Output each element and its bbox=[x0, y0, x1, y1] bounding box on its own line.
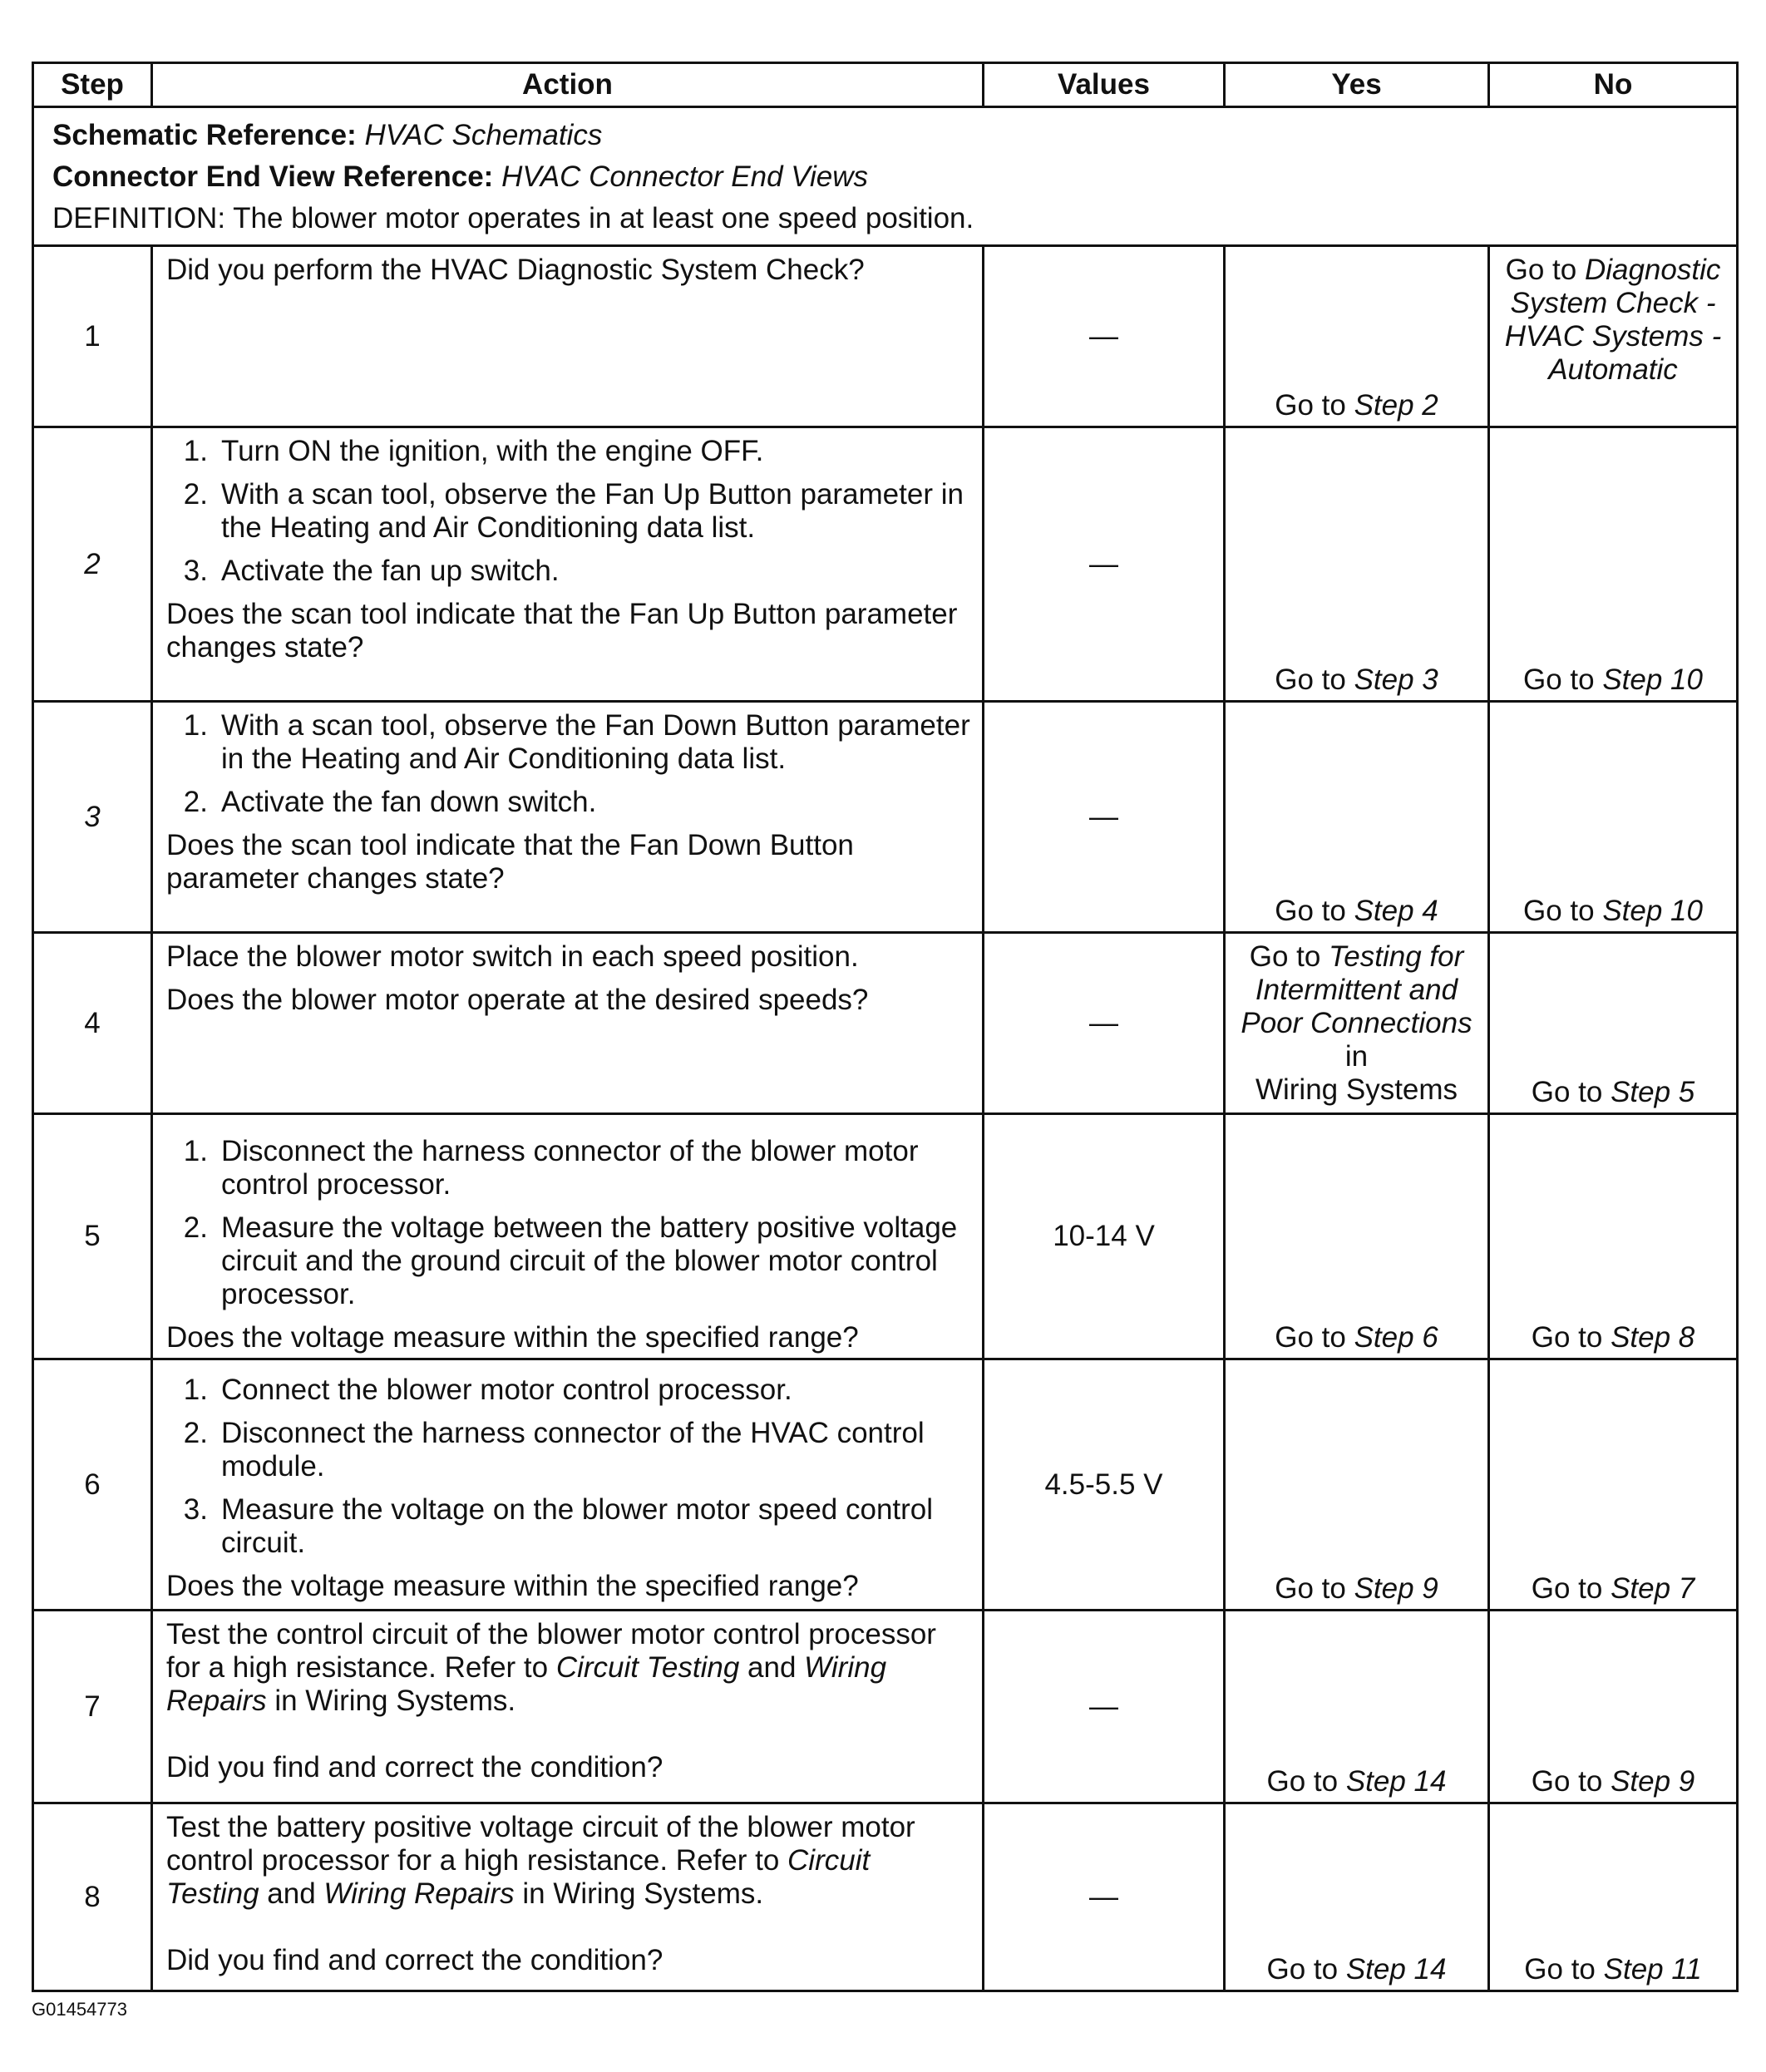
list-item bbox=[166, 478, 970, 545]
yes-link[interactable]: Step 6 bbox=[1354, 1321, 1438, 1354]
spacer bbox=[166, 1911, 970, 1944]
list-number: 2. bbox=[183, 1417, 208, 1449]
yes-cell bbox=[1225, 1359, 1489, 1611]
list-text: With a scan tool, observe the Fan Down Button parameter in the Heating and Air Conditioning data list. bbox=[221, 709, 970, 775]
yes-link[interactable]: Step 4 bbox=[1354, 895, 1438, 927]
figure-id: G01454773 bbox=[32, 1999, 127, 2020]
yes-prefix: Go to bbox=[1266, 1953, 1346, 1986]
action-text bbox=[166, 1618, 970, 1718]
list-number: 3. bbox=[183, 1493, 208, 1526]
no-link[interactable]: Step 11 bbox=[1603, 1953, 1702, 1986]
yes-link[interactable]: Step 2 bbox=[1354, 389, 1438, 422]
no-prefix: Go to bbox=[1531, 1572, 1611, 1605]
step-number: 4 bbox=[33, 933, 152, 1114]
action-cell bbox=[152, 1114, 984, 1359]
no-prefix: Go to bbox=[1531, 1321, 1611, 1354]
action-cell bbox=[152, 246, 984, 427]
table-row bbox=[33, 427, 1738, 702]
header-row bbox=[33, 63, 1738, 107]
yes-link[interactable]: Testing for Intermittent and Poor Connections bbox=[1241, 940, 1472, 1039]
no-link[interactable]: Step 9 bbox=[1611, 1765, 1695, 1798]
reference-row bbox=[33, 107, 1738, 246]
connector-reference-link[interactable]: HVAC Connector End Views bbox=[501, 160, 869, 193]
action-question: Did you find and correct the condition? bbox=[166, 1751, 663, 1783]
values-cell: — bbox=[984, 1803, 1225, 1991]
no-prefix: Go to bbox=[1523, 895, 1603, 927]
values-cell: — bbox=[984, 246, 1225, 427]
list-item bbox=[166, 1417, 970, 1483]
action-text-part: and bbox=[739, 1651, 805, 1684]
values-cell: — bbox=[984, 933, 1225, 1114]
yes-cell bbox=[1225, 427, 1489, 702]
step-number: 5 bbox=[33, 1114, 152, 1359]
no-link[interactable]: Step 7 bbox=[1611, 1572, 1695, 1605]
table-row bbox=[33, 1359, 1738, 1611]
values-cell: — bbox=[984, 427, 1225, 702]
header-values: Values bbox=[984, 63, 1225, 107]
list-item bbox=[166, 1135, 970, 1201]
table-row bbox=[33, 1803, 1738, 1991]
yes-prefix: Go to bbox=[1275, 1572, 1354, 1605]
definition-text: DEFINITION: The blower motor operates in at least one speed position. bbox=[52, 202, 974, 234]
diagnostic-table bbox=[32, 62, 1739, 1992]
step-number: 1 bbox=[33, 246, 152, 427]
list-number: 1. bbox=[183, 435, 208, 467]
schematic-reference bbox=[52, 115, 1718, 156]
action-text-part: Test the battery positive voltage circuit of the blower motor control processor for a high resistance. Refer to bbox=[166, 1811, 915, 1877]
list-item bbox=[166, 1374, 970, 1407]
step-number: 6 bbox=[33, 1359, 152, 1611]
no-link[interactable]: Diagnostic System Check - HVAC Systems - Automatic bbox=[1504, 254, 1722, 386]
no-link[interactable]: Step 10 bbox=[1602, 664, 1703, 696]
table-row bbox=[33, 933, 1738, 1114]
list-number: 1. bbox=[183, 709, 208, 742]
yes-in: in bbox=[1344, 1040, 1369, 1073]
yes-prefix: Go to bbox=[1275, 389, 1354, 422]
yes-prefix: Go to bbox=[1275, 1321, 1354, 1354]
yes-prefix: Go to bbox=[1275, 664, 1354, 696]
list-text: Disconnect the harness connector of the blower motor control processor. bbox=[221, 1135, 919, 1201]
list-number: 2. bbox=[183, 478, 208, 511]
list-text: Measure the voltage between the battery positive voltage circuit and the ground circuit of the blower motor control processor. bbox=[221, 1211, 958, 1310]
no-cell bbox=[1489, 427, 1738, 702]
no-cell bbox=[1489, 1359, 1738, 1611]
list-item bbox=[166, 709, 970, 776]
action-cell bbox=[152, 702, 984, 933]
circuit-testing-link[interactable]: Circuit Testing bbox=[555, 1651, 740, 1684]
table-row bbox=[33, 246, 1738, 427]
header-no: No bbox=[1489, 63, 1738, 107]
list-text: Connect the blower motor control processor. bbox=[221, 1374, 792, 1406]
action-text: Place the blower motor switch in each speed position. bbox=[166, 940, 859, 973]
no-cell bbox=[1489, 702, 1738, 933]
list-item bbox=[166, 1493, 970, 1560]
no-link[interactable]: Step 10 bbox=[1602, 895, 1703, 927]
yes-suffix: Wiring Systems bbox=[1255, 1073, 1458, 1106]
no-prefix: Go to bbox=[1531, 1765, 1611, 1798]
no-cell bbox=[1489, 1803, 1738, 1991]
action-text-part: and bbox=[259, 1877, 324, 1910]
action-cell bbox=[152, 427, 984, 702]
step-number-text: 3 bbox=[84, 800, 101, 833]
action-question: Does the scan tool indicate that the Fan Up Button parameter changes state? bbox=[166, 598, 958, 664]
no-link[interactable]: Step 8 bbox=[1611, 1321, 1695, 1354]
action-cell bbox=[152, 1803, 984, 1991]
step-number bbox=[33, 702, 152, 933]
list-text: With a scan tool, observe the Fan Up Button parameter in the Heating and Air Conditioning data list. bbox=[221, 478, 964, 544]
no-prefix: Go to bbox=[1505, 254, 1585, 286]
list-item bbox=[166, 1211, 970, 1311]
yes-prefix: Go to bbox=[1249, 940, 1329, 973]
list-text: Measure the voltage on the blower motor speed control circuit. bbox=[221, 1493, 934, 1559]
connector-reference-label: Connector End View Reference: bbox=[52, 160, 494, 193]
no-prefix: Go to bbox=[1523, 664, 1603, 696]
no-cell bbox=[1489, 933, 1738, 1114]
list-number: 2. bbox=[183, 786, 208, 818]
list-item bbox=[166, 435, 970, 468]
action-cell bbox=[152, 933, 984, 1114]
yes-cell bbox=[1225, 702, 1489, 933]
step-number-text: 2 bbox=[84, 547, 101, 580]
list-number: 1. bbox=[183, 1374, 208, 1406]
action-text bbox=[166, 1811, 970, 1911]
yes-link[interactable]: Step 14 bbox=[1345, 1953, 1447, 1986]
yes-link[interactable]: Step 9 bbox=[1354, 1572, 1438, 1605]
action-question: Does the blower motor operate at the desired speeds? bbox=[166, 984, 869, 1016]
yes-cell bbox=[1225, 933, 1489, 1114]
header-action: Action bbox=[152, 63, 984, 107]
no-prefix: Go to bbox=[1531, 1076, 1611, 1108]
action-question: Does the voltage measure within the specified range? bbox=[166, 1570, 859, 1602]
yes-link[interactable]: Step 14 bbox=[1345, 1765, 1447, 1798]
list-text: Activate the fan down switch. bbox=[221, 786, 597, 818]
step-number: 7 bbox=[33, 1611, 152, 1803]
no-cell bbox=[1489, 1611, 1738, 1803]
wiring-repairs-link[interactable]: Wiring Repairs bbox=[166, 1651, 887, 1717]
schematic-reference-link[interactable]: HVAC Schematics bbox=[364, 119, 603, 151]
no-cell bbox=[1489, 246, 1738, 427]
list-number: 3. bbox=[183, 555, 208, 587]
schematic-reference-label: Schematic Reference: bbox=[52, 119, 357, 151]
step-number: 8 bbox=[33, 1803, 152, 1991]
values-cell: 10-14 V bbox=[984, 1114, 1225, 1359]
action-text-part: Test the control circuit of the blower motor control processor for a high resistance. Refer to bbox=[166, 1618, 936, 1684]
yes-link[interactable]: Step 3 bbox=[1354, 664, 1438, 696]
action-question: Did you perform the HVAC Diagnostic System Check? bbox=[166, 254, 865, 286]
action-cell bbox=[152, 1359, 984, 1611]
list-text: Turn ON the ignition, with the engine OFF. bbox=[221, 435, 764, 467]
no-link[interactable]: Step 5 bbox=[1611, 1076, 1695, 1108]
action-question: Did you find and correct the condition? bbox=[166, 1944, 663, 1976]
list-number: 1. bbox=[183, 1135, 208, 1167]
table-row bbox=[33, 1114, 1738, 1359]
action-text-part: in Wiring Systems. bbox=[266, 1685, 516, 1717]
table-row bbox=[33, 702, 1738, 933]
action-question: Does the voltage measure within the specified range? bbox=[166, 1321, 859, 1354]
step-number bbox=[33, 427, 152, 702]
yes-prefix: Go to bbox=[1266, 1765, 1346, 1798]
spacer bbox=[166, 1718, 970, 1751]
reference-cell bbox=[33, 107, 1738, 246]
circuit-testing-link[interactable]: Circuit Testing bbox=[166, 1844, 871, 1910]
yes-prefix: Go to bbox=[1275, 895, 1354, 927]
wiring-repairs-link[interactable]: Wiring Repairs bbox=[323, 1877, 515, 1910]
yes-cell bbox=[1225, 1611, 1489, 1803]
yes-cell bbox=[1225, 246, 1489, 427]
values-cell: — bbox=[984, 702, 1225, 933]
action-text-part: in Wiring Systems. bbox=[514, 1877, 764, 1910]
action-cell bbox=[152, 1611, 984, 1803]
values-cell: 4.5-5.5 V bbox=[984, 1359, 1225, 1611]
action-question: Does the scan tool indicate that the Fan Down Button parameter changes state? bbox=[166, 829, 854, 895]
values-cell: — bbox=[984, 1611, 1225, 1803]
header-yes: Yes bbox=[1225, 63, 1489, 107]
yes-cell bbox=[1225, 1114, 1489, 1359]
table-row bbox=[33, 1611, 1738, 1803]
list-item bbox=[166, 555, 970, 588]
no-prefix: Go to bbox=[1524, 1953, 1604, 1986]
connector-reference bbox=[52, 156, 1718, 198]
list-text: Disconnect the harness connector of the HVAC control module. bbox=[221, 1417, 925, 1482]
yes-cell bbox=[1225, 1803, 1489, 1991]
no-cell bbox=[1489, 1114, 1738, 1359]
list-text: Activate the fan up switch. bbox=[221, 555, 560, 587]
list-number: 2. bbox=[183, 1211, 208, 1244]
list-item bbox=[166, 786, 970, 819]
header-step: Step bbox=[33, 63, 152, 107]
